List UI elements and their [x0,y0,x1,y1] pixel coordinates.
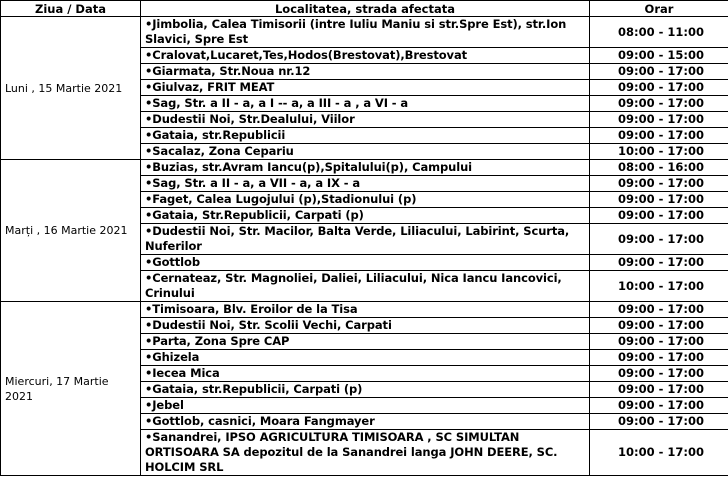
time-cell: 10:00 - 17:00 [590,271,728,302]
location-cell: •Jimbolia, Calea Timisorii (intre Iuliu Maniu si str.Spre Est), str.Ion Slavici, Spre Est [141,17,590,48]
location-cell: •Gataia, Str.Republicii, Carpati (p) [141,208,590,224]
location-cell: •Gataia, str.Republicii [141,128,590,144]
location-cell: •Sanandrei, IPSO AGRICULTURA TIMISOARA , SC SIMULTAN ORTISOARA SA depozitul de la Sanandrei langa JOHN DEERE, SC. HOLCIM SRL [141,430,590,476]
location-cell: •Gottlob, casnici, Moara Fangmayer [141,414,590,430]
time-cell: 08:00 - 11:00 [590,17,728,48]
location-cell: •Dudestii Noi, Str. Macilor, Balta Verde, Liliacului, Labirint, Scurta, Nuferilor [141,224,590,255]
location-cell: •Iecea Mica [141,366,590,382]
time-cell: 09:00 - 17:00 [590,208,728,224]
location-cell: •Faget, Calea Lugojului (p),Stadionului (p) [141,192,590,208]
location-cell: •Sag, Str. a II - a, a VII - a, a IX - a [141,176,590,192]
header-time: Orar [590,1,728,17]
table-row [1,17,728,48]
time-cell: 09:00 - 17:00 [590,302,728,318]
location-cell: •Gataia, str.Republicii, Carpati (p) [141,382,590,398]
time-cell: 08:00 - 16:00 [590,160,728,176]
time-cell: 09:00 - 17:00 [590,192,728,208]
header-location: Localitatea, strada afectata [141,1,590,17]
table-row [1,160,728,176]
time-cell: 10:00 - 17:00 [590,430,728,476]
time-cell: 09:00 - 17:00 [590,366,728,382]
header-row [1,1,728,17]
location-cell: •Dudestii Noi, Str.Dealului, Viilor [141,112,590,128]
location-cell: •Cralovat,Lucaret,Tes,Hodos(Brestovat),Brestovat [141,48,590,64]
time-cell: 09:00 - 17:00 [590,176,728,192]
time-cell: 09:00 - 17:00 [590,255,728,271]
location-cell: •Sacalaz, Zona Ceparіu [141,144,590,160]
location-cell: •Giarmata, Str.Noua nr.12 [141,64,590,80]
table-row [1,302,728,318]
time-cell: 09:00 - 17:00 [590,398,728,414]
location-cell: •Buzias, str.Avram Iancu(p),Spitalului(p), Campului [141,160,590,176]
time-cell: 09:00 - 17:00 [590,96,728,112]
location-cell: •Timisoara, Blv. Eroilor de la Tisa [141,302,590,318]
day-cell: Miercuri, 17 Martie 2021 [1,302,141,476]
time-cell: 09:00 - 17:00 [590,334,728,350]
time-cell: 09:00 - 17:00 [590,80,728,96]
time-cell: 09:00 - 17:00 [590,128,728,144]
time-cell: 09:00 - 17:00 [590,382,728,398]
time-cell: 09:00 - 17:00 [590,318,728,334]
time-cell: 09:00 - 15:00 [590,48,728,64]
location-cell: •Parta, Zona Spre CAP [141,334,590,350]
location-cell: •Ghizela [141,350,590,366]
location-cell: •Jebel [141,398,590,414]
day-cell: Marți , 16 Martie 2021 [1,160,141,302]
location-cell: •Cernateaz, Str. Magnoliei, Daliei, Liliacului, Nica Iancu Iancovici, Crinului [141,271,590,302]
time-cell: 10:00 - 17:00 [590,144,728,160]
time-cell: 09:00 - 17:00 [590,224,728,255]
time-cell: 09:00 - 17:00 [590,350,728,366]
location-cell: •Giulvaz, FRIT MEAT [141,80,590,96]
location-cell: •Sag, Str. a II - a, a I -- a, a III - a , a VI - a [141,96,590,112]
time-cell: 09:00 - 17:00 [590,414,728,430]
header-day: Ziua / Data [1,1,141,17]
location-cell: •Dudestii Noi, Str. Scolii Vechi, Carpati [141,318,590,334]
time-cell: 09:00 - 17:00 [590,112,728,128]
time-cell: 09:00 - 17:00 [590,64,728,80]
day-cell: Luni , 15 Martie 2021 [1,17,141,160]
location-cell: •Gottlob [141,255,590,271]
